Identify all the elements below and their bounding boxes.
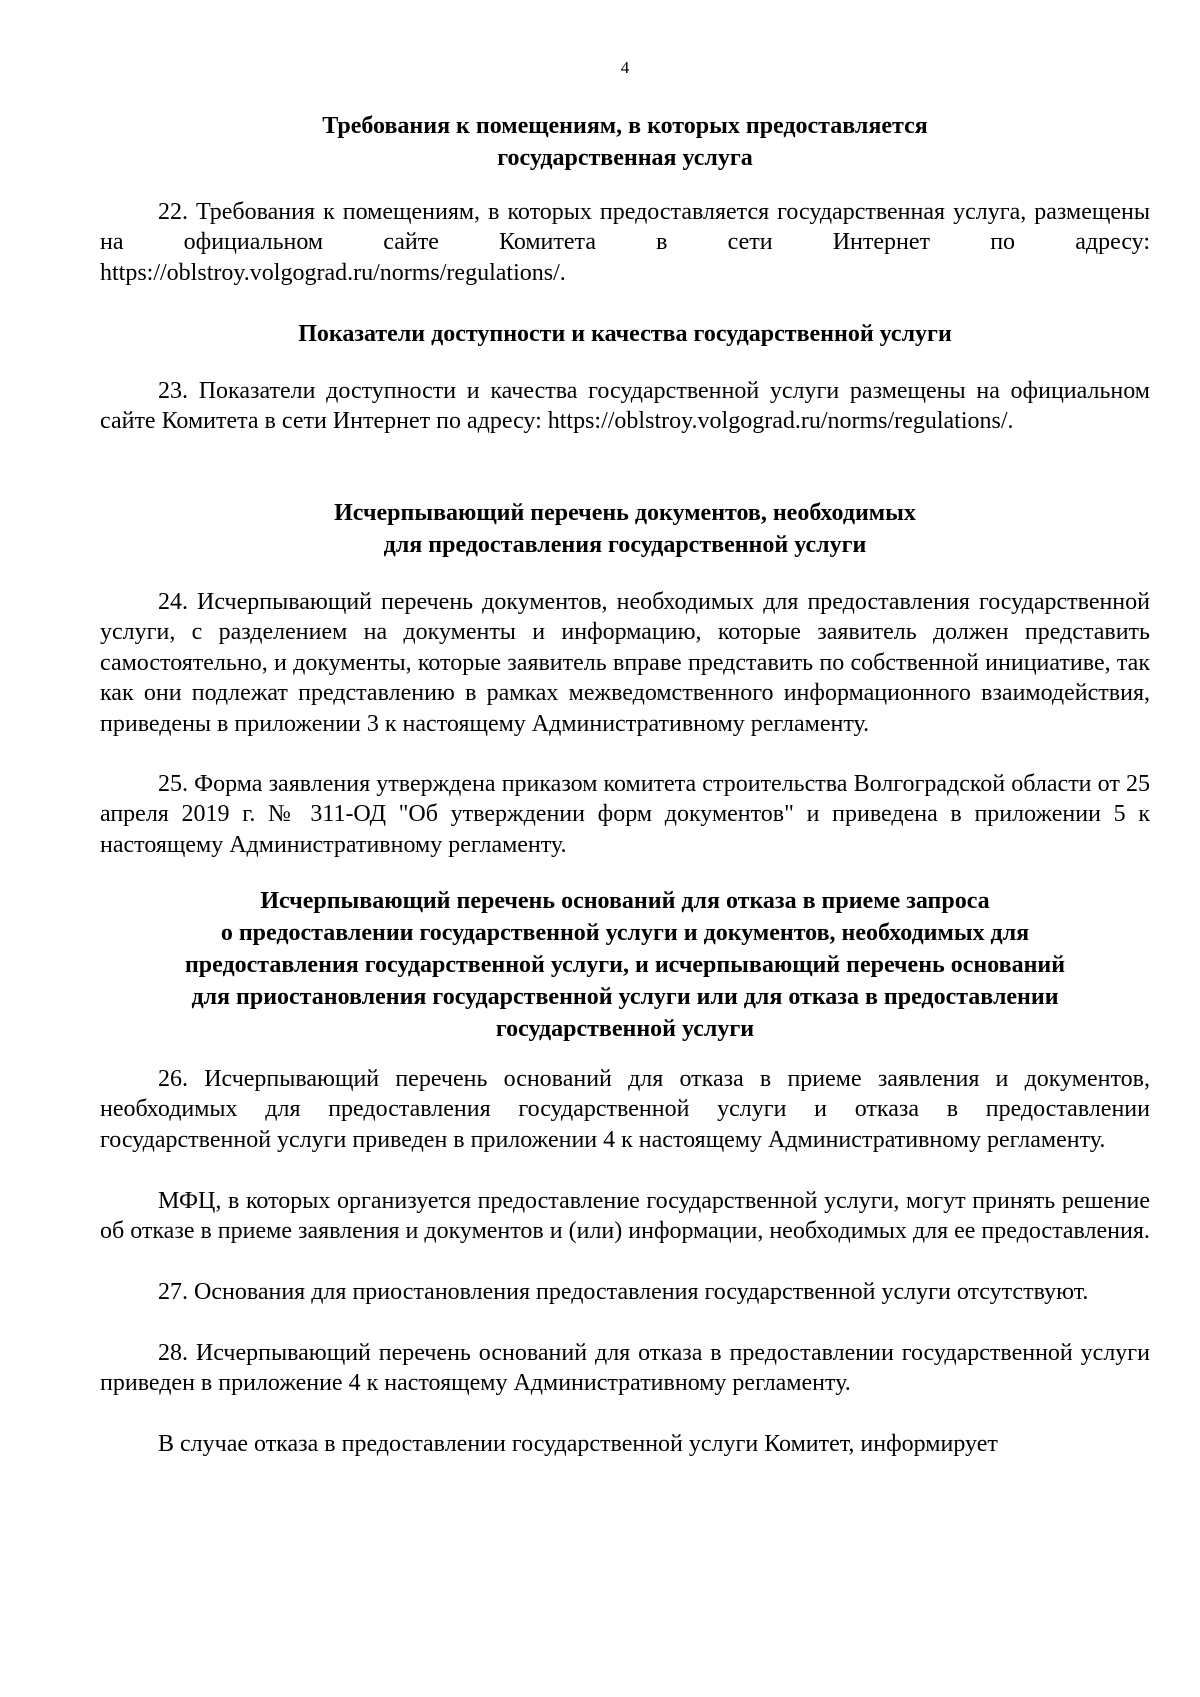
paragraph-refusal-info: В случае отказа в предоставлении государственной услуги Комитет, информирует	[158, 1431, 998, 1457]
paragraph-mfc: МФЦ, в которых организуется предоставление государственной услуги, могут принять решение об отказе в приеме заявления и документов и (или) информации, необходимых для ее предоставления.	[100, 1188, 1150, 1245]
paragraph-25: 25. Форма заявления утверждена приказом комитета строительства Волгоградской области от 25 апреля 2019 г. № 311-ОД "Об утверждении форм документов" и приведена в приложении 5 к настоящему Административному регламенту.	[100, 771, 1150, 858]
page-number: 4	[620, 58, 630, 77]
refusal-heading: Исчерпывающий перечень оснований для отказа в приеме запроса о предоставлении государственной услуги и документов, необходимых для предоставления государственной услуги, и исчерпывающий перечень оснований для приостановления государственной услуги или для отказа в предоставлении государственной услуги	[184, 888, 1066, 1042]
paragraph-28: 28. Исчерпывающий перечень оснований для отказа в предоставлении государственной услуги приведен в приложение 4 к настоящему Административному регламенту.	[100, 1340, 1150, 1397]
paragraph-26: 26. Исчерпывающий перечень оснований для отказа в приеме заявления и документов, необходимых для предоставления государственной услуги и отказа в предоставлении государственной услуги приведен в приложении 4 к настоящему Административному регламенту.	[100, 1066, 1150, 1153]
quality-heading: Показатели доступности и качества государственной услуги	[298, 321, 952, 347]
paragraph-22: 22. Требования к помещениям, в которых предоставляется государственная услуга, размещены на официальном сайте Комитета в сети Интернет по адресу: https://oblstroy.volgograd.ru/norms/regulations/.	[100, 199, 1150, 286]
paragraph-23: 23. Показатели доступности и качества государственной услуги размещены на официальном сайте Комитета в сети Интернет по адресу: https://oblstroy.volgograd.ru/norms/regulations/.	[100, 378, 1150, 435]
documents-heading: Исчерпывающий перечень документов, необходимых для предоставления государственной услуги	[334, 500, 916, 558]
paragraph-24: 24. Исчерпывающий перечень документов, необходимых для предоставления государственной услуги, с разделением на документы и информацию, которые заявитель должен представить самостоятельно, и документы, которые заявитель вправе представить по собственной инициативе, так как они подлежат представлению в рамках межведомственного информационного взаимодействия, приведены в приложении 3 к настоящему Административному регламенту.	[100, 589, 1150, 737]
paragraph-27: 27. Основания для приостановления предоставления государственной услуги отсутствуют.	[158, 1279, 1089, 1305]
premises-heading: Требования к помещениям, в которых предоставляется государственная услуга	[322, 113, 928, 171]
